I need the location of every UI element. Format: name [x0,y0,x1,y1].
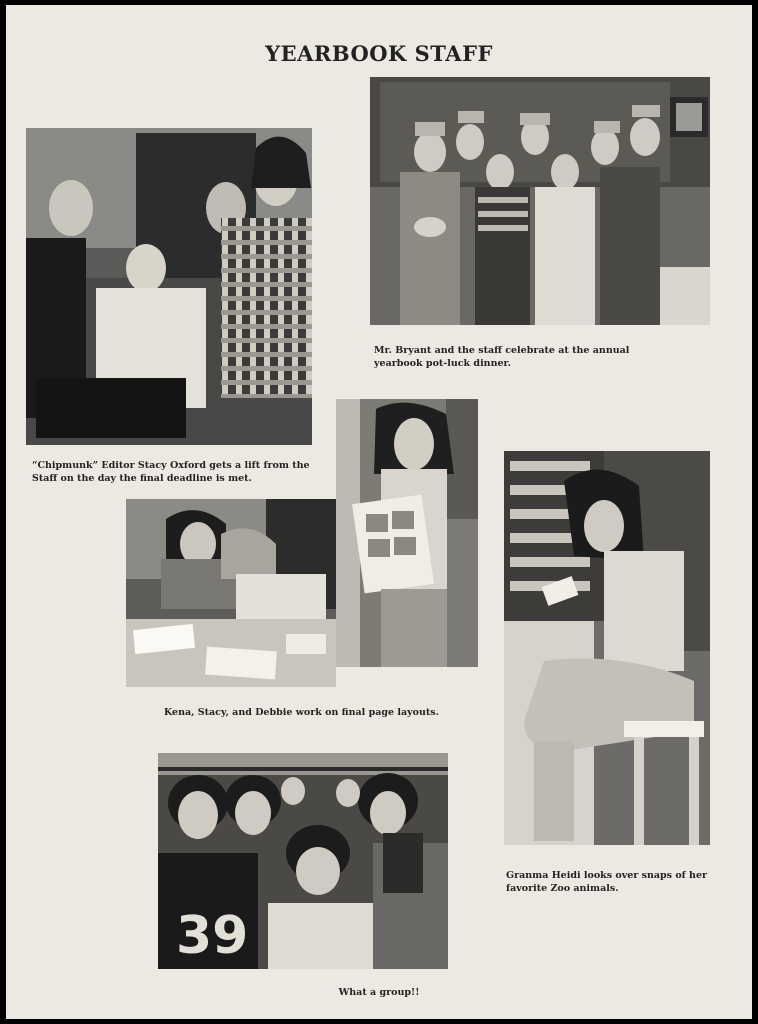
layout-photo [126,499,336,687]
potluck-photo [370,77,710,325]
lift-caption: “Chipmunk” Editor Stacy Oxford gets a lift from the Staff on the day the final deadline is met. [32,460,310,484]
potluck-caption: Mr. Bryant and the staff celebrate at the annual yearbook pot-luck dinner. [374,345,630,369]
group-photo [158,753,448,969]
paper-photo [336,399,478,667]
svg-text:39: 39 [176,906,249,966]
page-title: YEARBOOK STAFF [265,41,493,66]
layout-caption: Kena, Stacy, and Debbie work on final page layouts. [164,707,439,718]
snaps-photo [504,451,710,845]
snaps-caption: Granma Heidi looks over snaps of her favorite Zoo animals. [506,870,708,894]
group-caption: What a group!! [338,987,420,998]
lift-photo [26,128,312,445]
yearbook-page [6,5,752,1019]
